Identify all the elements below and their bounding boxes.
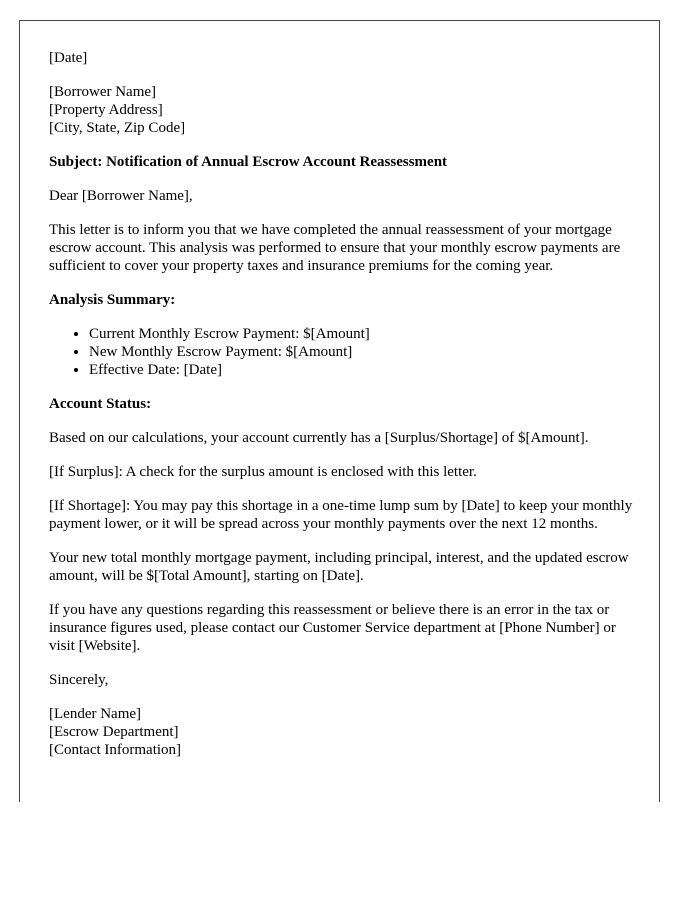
salutation: Dear [Borrower Name], (49, 188, 193, 204)
signature-lender-name: [Lender Name] (49, 706, 142, 722)
letter-subject: Subject: Notification of Annual Escrow Account Reassessment (49, 154, 448, 170)
questions-paragraph: If you have any questions regarding this reassessment or believe there is an error in the tax or insurance figures used, please contact our Customer Service department at [Phone Number] or visit [Website]. (49, 602, 616, 654)
recipient-address-block (49, 83, 634, 137)
account-status-heading: Account Status: (49, 396, 152, 412)
recipient-property-address: [Property Address] (49, 102, 163, 118)
analysis-summary-list (49, 325, 634, 379)
letter-page (19, 20, 660, 802)
new-payment-paragraph: Your new total monthly mortgage payment, including principal, interest, and the updated escrow amount, will be $[Total Amount], starting on [Date]. (49, 550, 629, 584)
shortage-paragraph: [If Shortage]: You may pay this shortage in a one-time lump sum by [Date] to keep your monthly payment lower, or it will be spread across your monthly payments over the next 12 months. (49, 498, 633, 532)
letter-date: [Date] (49, 50, 88, 66)
account-status-paragraph: Based on our calculations, your account currently has a [Surplus/Shortage] of $[Amount]. (49, 430, 589, 446)
letter-body (49, 49, 634, 759)
signature-block (49, 705, 634, 759)
list-item-effective-date: • Effective Date: [Date] (89, 361, 634, 379)
analysis-summary-heading: Analysis Summary: (49, 292, 176, 308)
surplus-paragraph: [If Surplus]: A check for the surplus amount is enclosed with this letter. (49, 464, 477, 480)
recipient-city-state-zip: [City, State, Zip Code] (49, 120, 186, 136)
recipient-name: [Borrower Name] (49, 84, 157, 100)
closing: Sincerely, (49, 672, 109, 688)
list-item-current-payment: • Current Monthly Escrow Payment: $[Amount] (89, 325, 634, 343)
signature-contact-info: [Contact Information] (49, 742, 182, 758)
signature-department: [Escrow Department] (49, 724, 179, 740)
intro-paragraph: This letter is to inform you that we have completed the annual reassessment of your mortgage escrow account. This analysis was performed to ensure that your monthly escrow payments are sufficient to cover your property taxes and insurance premiums for the coming year. (49, 222, 621, 274)
list-item-new-payment: • New Monthly Escrow Payment: $[Amount] (89, 343, 634, 361)
